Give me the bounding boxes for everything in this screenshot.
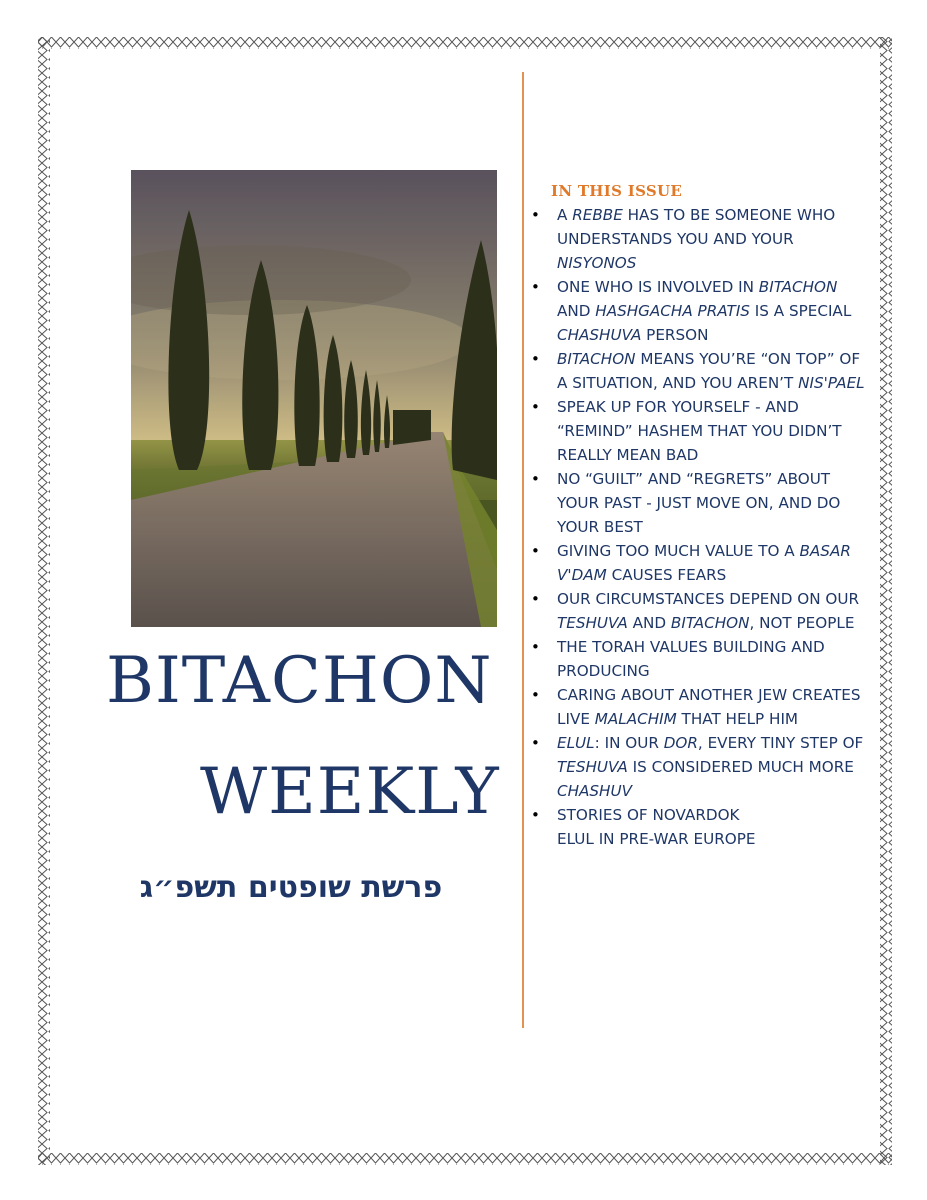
contents-item: • OUR CIRCUMSTANCES DEPEND ON OUR TESHUVA AND BITACHON, NOT PEOPLE bbox=[557, 587, 867, 635]
contents-item: • NO “GUILT” AND “REGRETS” ABOUT YOUR PAST - JUST MOVE ON, AND DO YOUR BEST bbox=[557, 467, 867, 539]
column-divider bbox=[522, 72, 524, 1028]
contents-item: • STORIES OF NOVARDOK bbox=[557, 803, 867, 827]
contents-heading: IN THIS ISSUE bbox=[551, 182, 683, 200]
contents-item: • BITACHON MEANS YOU’RE “ON TOP” OF A SITUATION, AND YOU AREN’T NIS'PAEL bbox=[557, 347, 867, 395]
contents-item: • ONE WHO IS INVOLVED IN BITACHON AND HASHGACHA PRATIS IS A SPECIAL CHASHUVA PERSON bbox=[557, 275, 867, 347]
contents-item: • ELUL: IN OUR DOR, EVERY TINY STEP OF TESHUVA IS CONSIDERED MUCH MORE CHASHUV bbox=[557, 731, 867, 803]
masthead-title-line2: WEEKLY bbox=[200, 755, 500, 829]
contents-item: • SPEAK UP FOR YOURSELF - AND “REMIND” HASHEM THAT YOU DIDN’T REALLY MEAN BAD bbox=[557, 395, 867, 467]
masthead-title-line1: BITACHON bbox=[106, 644, 493, 718]
contents-item: • CARING ABOUT ANOTHER JEW CREATES LIVE MALACHIM THAT HELP HIM bbox=[557, 683, 867, 731]
contents-list bbox=[557, 203, 867, 851]
parsha-subtitle: פרשת שופטים תשפ״ג bbox=[139, 870, 443, 905]
cypress-road-photo bbox=[131, 170, 497, 627]
contents-item: • THE TORAH VALUES BUILDING AND PRODUCING bbox=[557, 635, 867, 683]
contents-item: • A REBBE HAS TO BE SOMEONE WHO UNDERSTANDS YOU AND YOUR NISYONOS bbox=[557, 203, 867, 275]
contents-item-continuation: ELUL IN PRE-WAR EUROPE bbox=[557, 830, 756, 848]
contents-item: • GIVING TOO MUCH VALUE TO A BASAR V'DAM CAUSES FEARS bbox=[557, 539, 867, 587]
